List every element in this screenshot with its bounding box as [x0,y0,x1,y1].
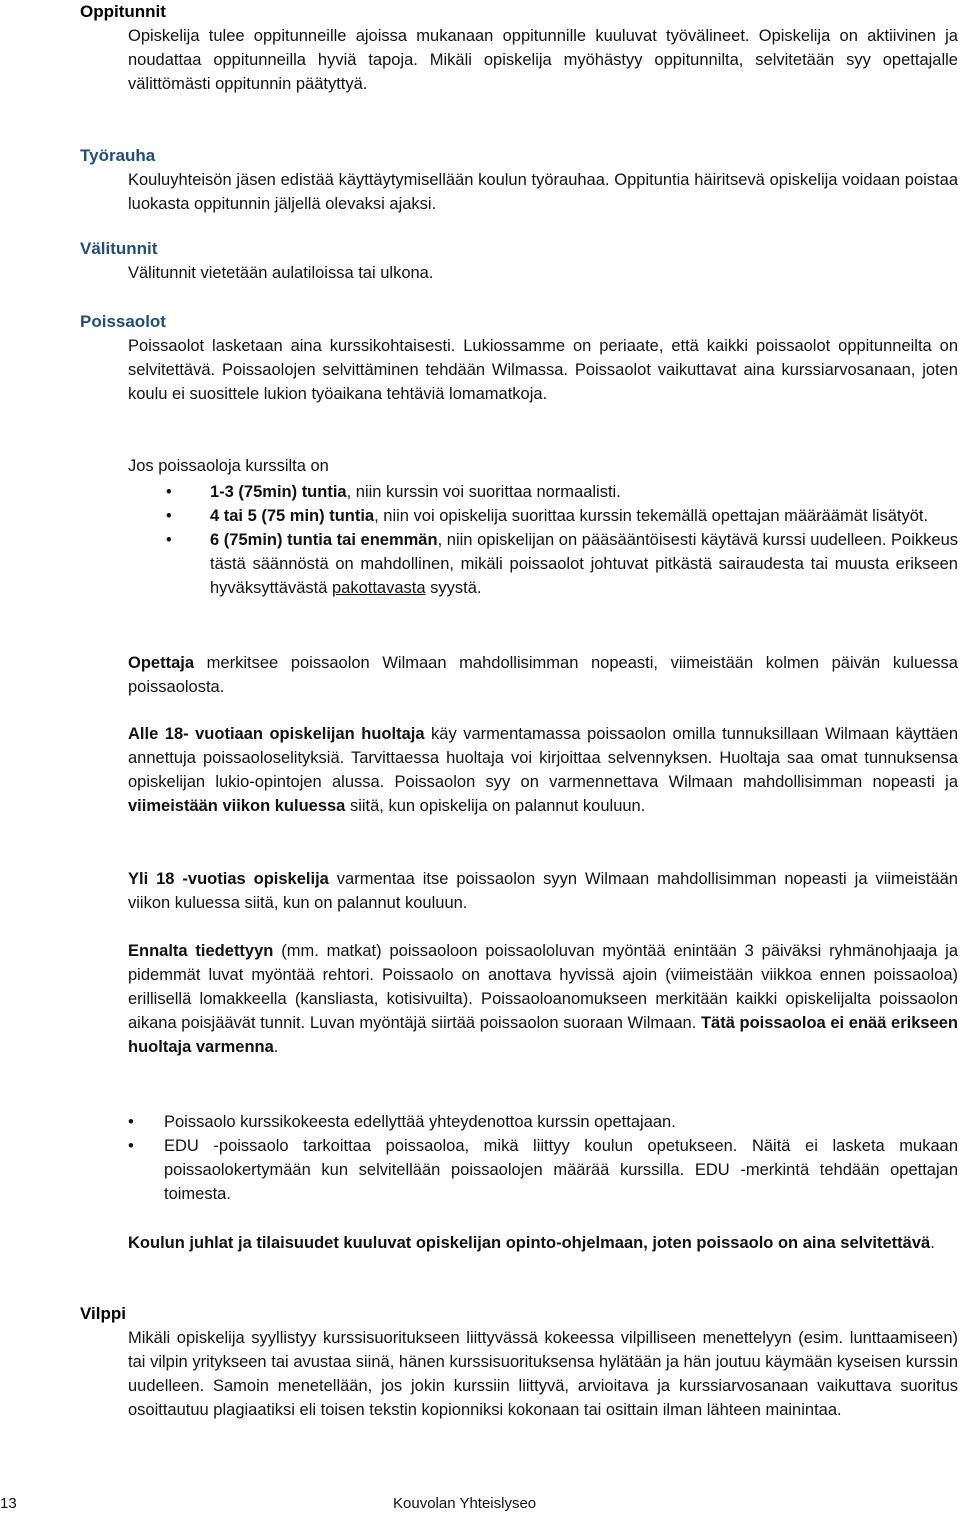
section-title-valitunnit: Välitunnit [80,239,158,258]
adult-bold: Yli 18 -vuotias opiskelija [128,870,329,888]
rule-text: , niin voi opiskelija suorittaa kurssin tekemällä opettajan määräämät lisätyöt. [374,507,929,525]
list-item [160,480,958,504]
vilppi-paragraph: Mikäli opiskelija syyllistyy kurssisuoritukseen liittyvässä kokeessa vilpilliseen menettelyyn (esim. lunttaamiseen) tai vilpin yritykseen tai avustaa siinä, hänen kurssisuorituksensa hylätään ja hän joutuu käymään kyseisen kurssin uudelleen. Samoin menetellään, jos jokin kurssiin liittyvä, arvioitava ja kurssiarvosanaan vaikuttava suoritus osoittautuu plagiaatiksi eli toisen tekstin kopionniksi kokonaan tai osittain ilman lähteen mainintaa. [128,1329,958,1419]
adult-text: varmentaa itse poissaolon syyn Wilmaan mahdollisimman nopeasti ja viimeistään viikon kuluessa siitä, kun on palannut kouluun. [128,870,958,912]
absence-notes-list [128,1110,958,1206]
section-title-poissaolot: Poissaolot [80,312,166,331]
tyorauha-paragraph: Kouluyhteisön jäsen edistää käyttäytymisellään koulun työrauhaa. Oppituntia häiritsevä opiskelija voidaan poistaa luokasta oppitunnin jäljellä olevaksi ajaksi. [128,171,958,213]
note-text: EDU -poissaolo tarkoittaa poissaoloa, mikä liittyy koulun opetukseen. Näitä ei lasketa mukaan poissaolokertymään kun selvitellään poissaolojen määrää kurssilla. EDU -merkintä tehdään opettajan toimesta. [164,1137,958,1203]
advance-end: . [273,1038,279,1056]
guardian-text: käy varmentamassa poissaolon omilla tunnuksillaan Wilmaan käyttäen annettuja poissaoloselityksiä. Tarvittaessa huoltaja voi kirjoittaa selvennyksen. Huoltaja saa omat tunnuksensa opiskelijan lukio-opintojen alussa. Poissaolon syy on varmennettava Wilmaan mahdollisimman nopeasti ja [128,725,959,791]
section-title-oppitunnit: Oppitunnit [80,2,166,21]
tyorauha-text [128,168,958,216]
poissaolot-intro [128,334,958,406]
list-item [160,504,958,528]
advance-paragraph [128,939,958,1059]
oppitunnit-text [128,24,958,96]
poissaolot-list-intro [128,454,958,478]
teacher-paragraph [128,651,958,699]
list-item [128,1110,958,1134]
teacher-bold: Opettaja [128,654,195,672]
rule-text: , niin kurssin voi suorittaa normaalisti. [346,483,621,501]
section-title-vilppi: Vilppi [80,1304,126,1323]
rule-text: , niin opiskelijan on pääsääntöisesti käytävä kurssi uudelleen. Poikkeus tästä säännöstä on mahdollinen, mikäli poissaolot johtuvat pitkästä sairaudesta tai muusta erikseen hyväksyttävästä [210,531,958,597]
bullet-icon: • [166,531,172,549]
bullet-icon: • [166,483,172,501]
teacher-text: merkitsee poissaolon Wilmaan mahdollisimman nopeasti, viimeistään kolmen päivän kuluessa poissaolosta. [128,654,958,696]
list-intro-text: Jos poissaoloja kurssilta on [128,457,329,475]
advance-bold: Ennalta tiedettyyn [128,942,274,960]
rule-end: syystä. [425,579,482,597]
events-paragraph [128,1231,958,1255]
guardian-bold-2: viimeistään viikon kuluessa [128,797,346,815]
bullet-icon: • [128,1113,134,1131]
section-title-tyorauha: Työrauha [80,146,156,165]
oppitunnit-paragraph: Opiskelija tulee oppitunneille ajoissa mukanaan oppitunnille kuuluvat työvälineet. Opiskelija on aktiivinen ja noudattaa oppitunneilla hyviä tapoja. Mikäli opiskelija myöhästyy oppitunnilta, selvitetään syy opettajalle välittömästi oppitunnin päätyttyä. [128,27,958,93]
events-bold: Koulun juhlat ja tilaisuudet kuuluvat opiskelijan opinto-ohjelmaan, joten poissaolo on aina selvitettävä [128,1234,931,1252]
list-item [160,528,958,600]
guardian-paragraph [128,722,958,818]
rule-bold: 4 tai 5 (75 min) tuntia [210,507,375,525]
valitunnit-text [128,261,958,285]
bullet-icon: • [166,507,172,525]
note-text: Poissaolo kurssikokeesta edellyttää yhteydenottoa kurssin opettajaan. [164,1113,676,1131]
rule-bold: 1-3 (75min) tuntia [210,483,347,501]
list-item [128,1134,958,1206]
adult-paragraph [128,867,958,915]
events-end: . [930,1234,935,1252]
vilppi-text [128,1326,958,1422]
advance-text: (mm. matkat) poissaoloon poissaololuvan myöntää enintään 3 päiväksi ryhmänohjaaja ja pidemmät luvat myöntää rehtori. Poissaolo on anottava hyvissä ajoin (viimeistään viikkoa ennen poissaoloa) erillisellä lomakkeella (kansliasta, kotisivuilta). Poissaoloanomukseen merkitään kaikki opiskelijalta poissaolon aikana poisjäävät tunnit. Luvan myöntäjä siirtää poissaolon suoraan Wilmaan. [128,942,958,1032]
footer-school-name: Kouvolan Yhteislyseo [393,1495,537,1512]
advance-bold-2: Tätä poissaoloa ei enää erikseen huoltaja varmenna [128,1014,958,1056]
valitunnit-paragraph: Välitunnit vietetään aulatiloissa tai ulkona. [128,264,434,282]
guardian-bold: Alle 18- vuotiaan opiskelijan huoltaja [128,725,425,743]
rule-underlined: pakottavasta [331,579,426,597]
guardian-text-2: siitä, kun opiskelija on palannut kouluun. [345,797,646,815]
rule-bold: 6 (75min) tuntia tai enemmän [210,531,438,549]
bullet-icon: • [128,1137,134,1155]
poissaolot-intro-paragraph: Poissaolot lasketaan aina kurssikohtaisesti. Lukiossamme on periaate, että kaikki poissaolot oppitunneilta on selvitettävä. Poissaolojen selvittäminen tehdään Wilmassa. Poissaolot vaikuttavat aina kurssiarvosanaan, joten koulu ei suosittele lukion työaikana tehtäviä lomamatkoja. [128,337,958,403]
absence-rules-list [160,480,958,600]
page-number: 13 [0,1495,17,1512]
